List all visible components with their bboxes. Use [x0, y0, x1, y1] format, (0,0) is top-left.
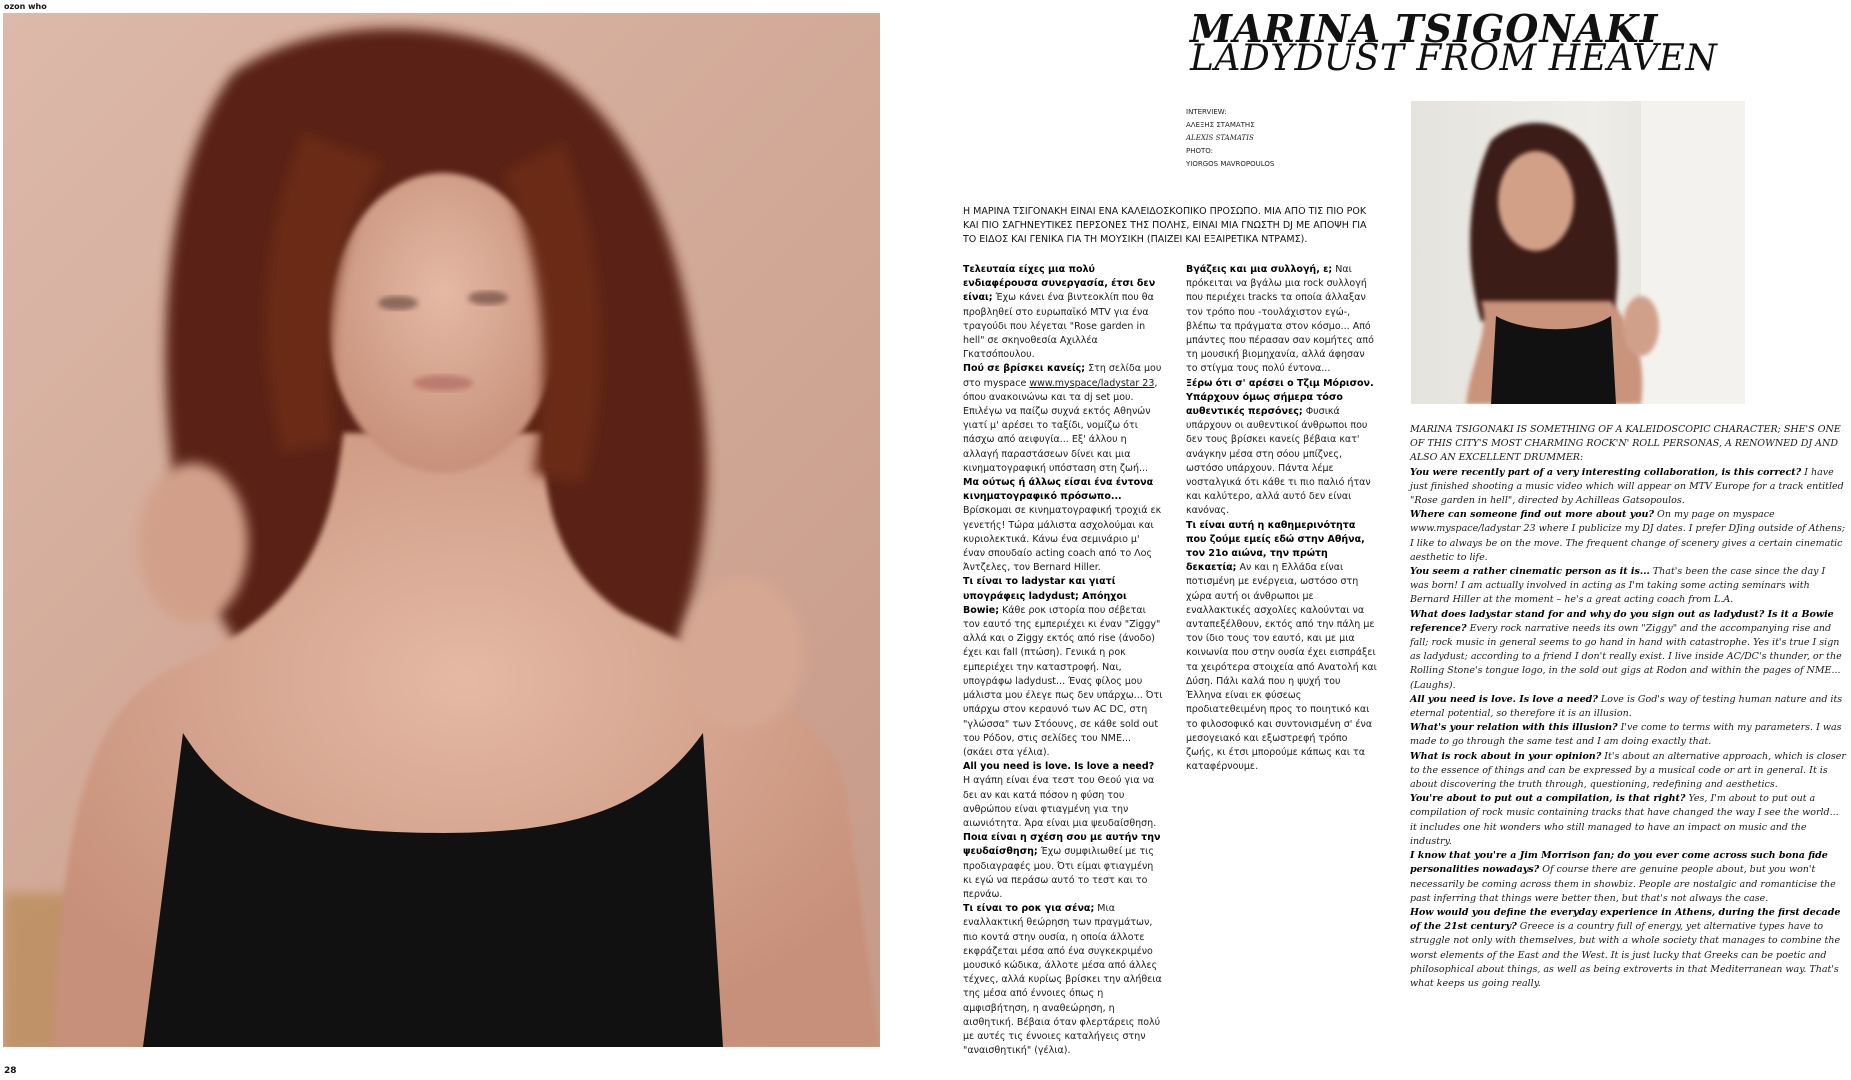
qa-item [1410, 466, 1846, 509]
answer: Αν και η Ελλάδα είναι ποτισμένη με ενέργεια, ωστόσο στη χώρα αυτή οι άνθρωποι με εναλλακτικές ασχολίες καλούνται να ανταπεξέλθουν, εκτός από την πάλη με τον ίδιο τους τον εαυτό, και με μια κοινωνία που στην ουσία έχει εισπράξει τα χειρότερα στοιχεία από Ανατολή και Δύση. Πάλι καλά που η ψυχή του Έλληνα είναι εκ φύσεως προδιατεθειμένη προς το ποιητικό και το φιλοσοφικό και συντονισμένη σ' ένα μεσογειακό και εξωστρεφή τρόπο ζωής, κι έτσι μπορούμε κάπως και τα καταφέρνουμε. [1186, 562, 1377, 773]
qa-item [1410, 508, 1846, 565]
question: You were recently part of a very interesting collaboration, is this correct? [1410, 466, 1802, 478]
answer: Βρίσκομαι σε κινηματογραφική τροχιά εκ γενετής! Τώρα μάλιστα ασχολούμαι και κυριολεκτικά. Κάνω ένα σεμινάριο μ' έναν σπουδαίο acting coach από το Λος Άντζελες, τον Bernard Hiller. [963, 505, 1162, 574]
answer: Κάθε ροκ ιστορία που σέβεται τον εαυτό της εμπεριέχει κι έναν "Ziggy" αλλά και ο Ziggy εκτός από rise (άνοδο) έχει και fall (πτώση). Γενικά η ροκ εμπεριέχει την καταστροφή. Ναι, υπογράφω ladydust... Ένας φίλος μου μάλιστα μου έλεγε πως δεν υπάρχω... Ότι υπάρχω στον κεραυνό των AC DC, στη "γλώσσα" των Στόουνς, σε κάθε sold out του Ρόδον, στις σελίδες του NME... (σκάει στα γέλια). [963, 604, 1163, 758]
qa-item [1410, 849, 1846, 906]
answer: Greece is a country full of energy, yet alternative types have to struggle not only with themselves, but with a whole society that manages to combine the worst elements of the East and the West. It is just lucky that Greeks can be poetic and philosophical about things, as well as being extroverts in that Mediterranean way. That's what keeps us going really. [1410, 921, 1841, 989]
page-number: 28 [4, 1066, 17, 1076]
interviewer-greek: ΑΛΕΞΗΣ ΣΤΑΜΑΤΗΣ [1186, 121, 1255, 129]
answer-cont: , όπου ανακοινώνω και τα dj set μου. Επιλέγω να παίζω συχνά εκτός Αθηνών γιατί μ' αρέσει το ταξίδι, νομίζω ότι πάσχω από αειφυγία... Εξ' άλλου η αλλαγή παραστάσεων δίνει και μια κινηματογραφική υπόσταση στη ζωή... [963, 377, 1158, 474]
article-subtitle: LADYDUST FROM HEAVEN [1190, 38, 1718, 79]
question: Where can someone find out more about you? [1410, 509, 1655, 521]
question: All you need is love. Is love a need? [1410, 693, 1598, 705]
qa-item [963, 476, 1163, 575]
answer: It's about an alternative approach, which is closer to the essence of things and can be expressed by a musical code or art in general. It is about discovering the truth through, questioning, redefining and aesthetics. [1410, 750, 1846, 791]
question: Τι είναι το ladystar και γιατί υπογράφεις ladydust; Απόηχοι Bowie; [963, 576, 1127, 616]
qa-item [1186, 263, 1378, 377]
qa-item [963, 831, 1163, 902]
question: What does ladystar stand for and why do you sign out as ladydust? Is it a Bowie reference? [1410, 608, 1834, 634]
question: Μα ούτως ή άλλως είσαι ένα έντονα κινηματογραφικό πρόσωπο... [963, 477, 1154, 503]
portrait-small-illustration [1411, 101, 1745, 404]
answer: Έχω συμφιλιωθεί με τις προδιαγραφές μου. Ότι είμαι φτιαγμένη κι εγώ να περάσω αυτό το τεστ και το περνάω. [963, 846, 1154, 900]
qa-item [963, 760, 1163, 831]
answer: Η αγάπη είναι ένα τεστ του Θεού για να δει αν και κατά πόσον η φύση του ανθρώπου είναι φτιαγμένη για την αιωνιότητα. Άρα είναι μια ψευδαίσθηση. [963, 775, 1157, 829]
question: Ποια είναι η σχέση σου με αυτήν την ψευδαίσθηση; [963, 832, 1161, 858]
greek-column-2 [1186, 263, 1378, 774]
qa-item [963, 902, 1163, 1058]
question: Ξέρω ότι σ' αρέσει ο Τζιμ Μόρισον. Υπάρχουν όμως σήμερα τόσο αυθεντικές περσόνες; [1186, 377, 1374, 418]
interviewer-english: ALEXIS STAMATIS [1186, 134, 1254, 142]
question: Πού σε βρίσκει κανείς; [963, 363, 1086, 375]
english-text [1410, 423, 1846, 991]
qa-item [963, 362, 1163, 476]
answer: Of course there are genuine people about, but you won't necessarily be coming across them in showbiz. People are nostalgic and romanticise the past inferring that things were better then, but that's not always the case. [1410, 864, 1836, 904]
qa-item [1410, 565, 1846, 608]
question: Τελευταία είχες μια πολύ ενδιαφέρουσα συνεργασία, έτσι δεν είναι; [963, 264, 1156, 304]
portrait-photo-large [3, 13, 880, 1047]
question: You're about to put out a compilation, is that right? [1410, 793, 1686, 805]
photo-label: PHOTO: [1186, 147, 1214, 155]
answer: On my page on myspace www.myspace/ladystar 23 where I publicize my DJ dates. I prefer DJing outside of Athens; I like to always be on the move. The frequent change of scenery gives a certain cinematic aesthetic to life. [1410, 509, 1846, 563]
answer: Φυσικά υπάρχουν οι αυθεντικοί άνθρωποι που δεν τους βρίσκει κανείς βέβαια κατ' ανάγκην μέσα στη σόου μπίζνες, ωστόσο υπάρχουν. Πάντα λέμε νοσταλγικά ότι κάθε τι πιο παλιό ήταν και καλύτερο, αλλά αυτό δεν είναι κανόνας. [1186, 406, 1371, 517]
photographer-name: YIORGOS MAVROPOULOS [1186, 160, 1275, 168]
answer: Μια εναλλακτική θεώρηση των πραγμάτων, πιο κοντά στην ουσία, η οποία άλλοτε εκφράζεται μέσα από ένα συγκεκριμένο μουσικό κώδικα, άλλοτε μέσα από άλλες τέχνες, αλλά κυρίως βρίσκει την αλήθεια της μέσα από έννοιες όπως η αμφισβήτηση, η αναθεώρηση, η αισθητική. Βέβαια όταν φλερτάρεις πολύ με αυτές τις έννοιες καταλήγεις στην "αναισθητική" (γέλια). [963, 903, 1162, 1057]
answer: Every rock narrative needs its own "Ziggy" and the accompanying rise and fall; rock music in general seems to go hand in hand with catastrophe. Yes it's true I sign as ladydust; according to a friend I don't really exist. I live inside AC/DC's thunder, or the Rolling Stone's tongue logo, in the sold out gigs at Rodon and within the pages of NME... (Laughs). [1410, 622, 1842, 691]
qa-item [1186, 519, 1378, 775]
question: You seem a rather cinematic person as it is... [1410, 566, 1650, 578]
qa-item [1410, 750, 1846, 793]
qa-item [963, 575, 1163, 760]
question: Τι είναι αυτή η καθημερινότητα που ζούμε εμείς εδώ στην Αθήνα, τον 21ο αιώνα, την πρώτη δεκαετία; [1186, 519, 1365, 574]
qa-item [1410, 721, 1846, 749]
answer: That's been the case since the day I was born! I am actually involved in acting as I'm taking some acting seminars with Bernard Hiller at the moment – he's a great acting coach from L.A. [1410, 566, 1826, 606]
answer: Ναι πρόκειται να βγάλω μια rock συλλογή που περιέχει tracks τα οποία άλλαξαν τον τρόπο που -τουλάχιστον εγώ-, βλέπω τα πράγματα στον κόσμο... Από μπάντες που πέρασαν σαν κομήτες από τη μουσική βιομηχανία, αλλά άφησαν το στίγμα τους πολύ έντονα... [1186, 264, 1374, 375]
question: How would you define the everyday experience in Athens, during the first decade of the 21st century? [1410, 906, 1841, 933]
greek-intro: Η ΜΑΡΙΝΑ ΤΣΙΓΟΝΑΚΗ ΕΙΝΑΙ ΕΝΑ ΚΑΛΕΙΔΟΣΚΟΠΙΚΟ ΠΡΟΣΩΠΟ. ΜΙΑ ΑΠΟ ΤΙΣ ΠΙΟ ΡΟΚ ΚΑΙ ΠΙΟ ΣΑΓΗΝΕΥΤΙΚΕΣ ΠΕΡΣΟΝΕΣ ΤΗΣ ΠΟΛΗΣ, ΕΙΝΑΙ ΜΙΑ ΓΝΩΣΤΗ DJ ΜΕ ΑΠΟΨΗ ΓΙΑ ΤΟ ΕΙΔΟΣ ΚΑΙ ΓΕΝΙΚΑ ΓΙΑ ΤΗ ΜΟΥΣΙΚΗ (ΠΑΙΖΕΙ ΚΑΙ ΕΞΑΙΡΕΤΙΚΑ ΝΤΡΑΜΣ). [963, 206, 1367, 245]
section-label: ozon who [4, 2, 47, 11]
answer: I've come to terms with my parameters. I was made to go through the same test and I am doing exactly that. [1410, 722, 1842, 748]
answer: Στη σελίδα μου στο myspace [963, 363, 1162, 389]
english-intro: MARINA TSIGONAKI IS SOMETHING OF A KALEIDOSCOPIC CHARACTER; SHE'S ONE OF THIS CITY'S MOST CHARMING ROCK'N' ROLL PERSONAS, A RENOWNED DJ AND ALSO AN EXCELLENT DRUMMER: [1410, 424, 1841, 464]
qa-item [1410, 792, 1846, 849]
question: All you need is love. Is love a need? [963, 761, 1155, 773]
portrait-photo-small [1411, 101, 1745, 404]
question: Βγάζεις και μια συλλογή, ε; [1186, 264, 1333, 275]
article-title-name: MARINA TSIGONAKI [1190, 6, 1659, 51]
qa-item [1410, 608, 1846, 693]
interview-label: INTERVIEW: [1186, 108, 1227, 116]
portrait-illustration [3, 13, 880, 1047]
answer: I have just finished shooting a music video which will appear on MTV Europe for a track entitled "Rose garden in hell", directed by Achilleas Gatsopoulos. [1410, 466, 1844, 507]
myspace-link[interactable]: www.myspace/ladystar 23 [1029, 377, 1155, 389]
question: I know that you're a Jim Morrison fan; do you ever come across such bona fide personalities nowadays? [1410, 850, 1828, 876]
qa-item [1186, 377, 1378, 519]
article-credits [1186, 106, 1274, 171]
question: What's your relation with this illusion? [1410, 722, 1618, 734]
answer: Έχω κάνει ένα βιντεοκλίπ που θα προβληθεί στο ευρωπαϊκό MTV για ένα τραγούδι που λέγεται "Rose garden in hell" σε σκηνοθεσία Αχιλλέα Γκατσόπουλου. [963, 292, 1154, 361]
answer: Yes, I'm about to put out a compilation of rock music containing tracks that have changed the way I see the world... it includes one hit wonders who still managed to have an impact on music and the industry. [1410, 793, 1839, 847]
qa-item [1410, 906, 1846, 991]
qa-item [1410, 693, 1846, 721]
greek-column-1 [963, 263, 1163, 1058]
question: What is rock about in your opinion? [1410, 750, 1602, 762]
qa-item [963, 263, 1163, 362]
question: Τι είναι το ροκ για σένα; [963, 903, 1095, 915]
answer: Love is God's way of testing human nature and its eternal potential, so therefore it is an illusion. [1410, 693, 1843, 720]
